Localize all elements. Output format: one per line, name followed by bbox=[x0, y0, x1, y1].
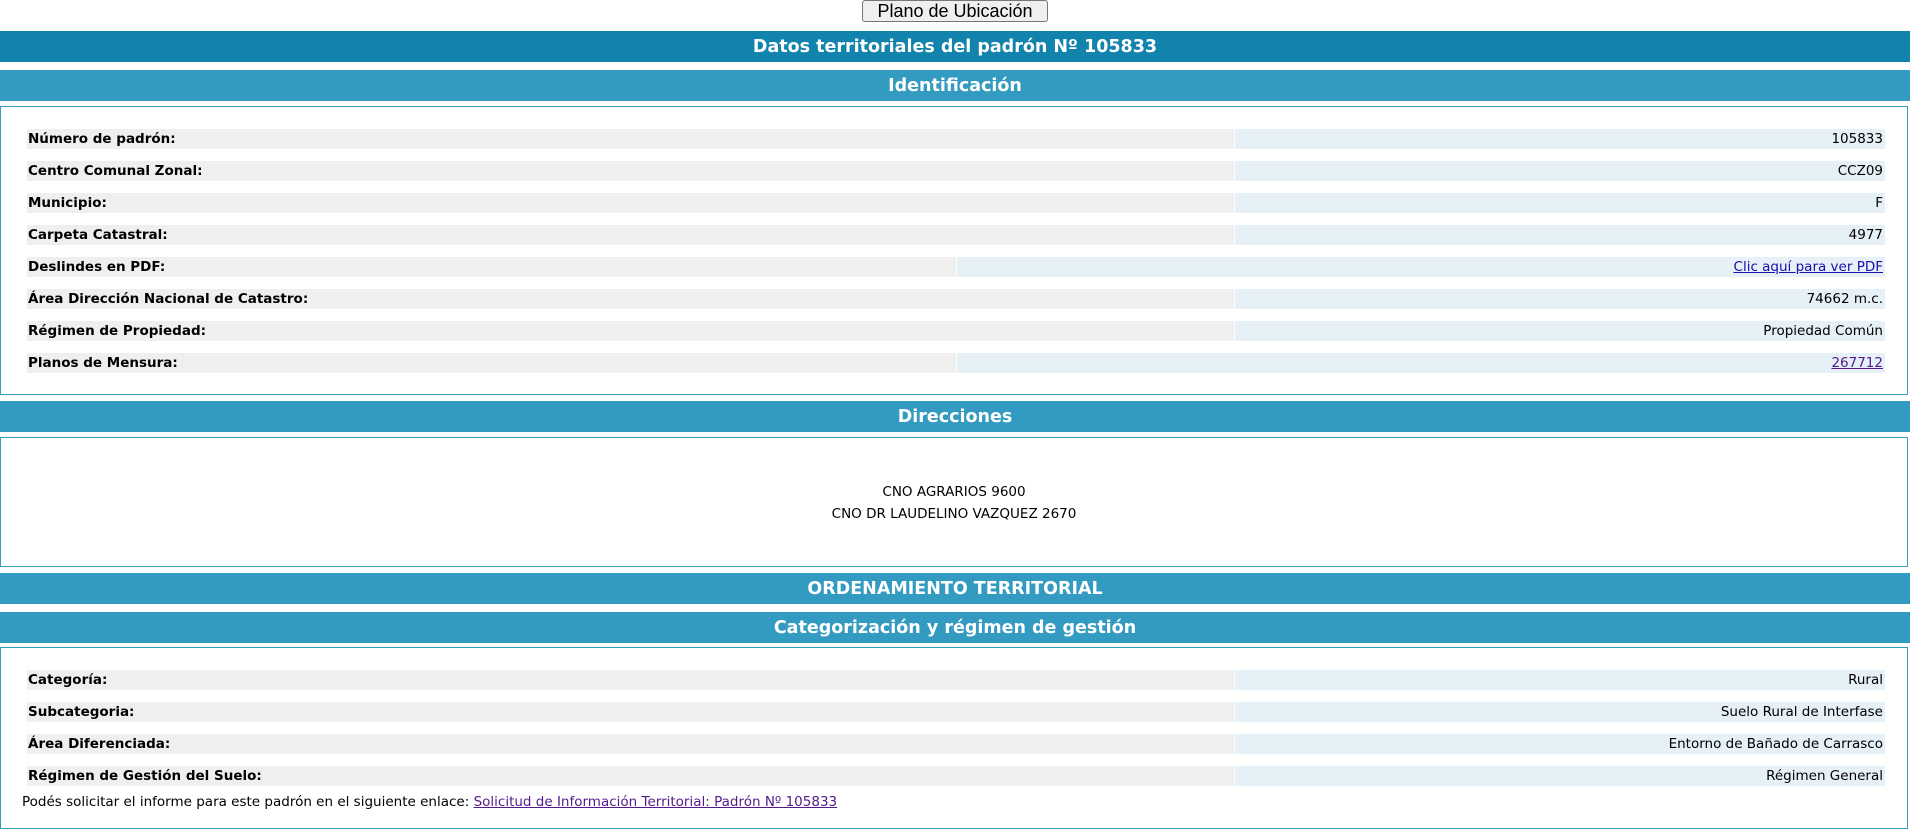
row-label: Municipio: bbox=[27, 193, 1234, 213]
row-centro-comunal bbox=[27, 161, 1885, 181]
row-value: CCZ09 bbox=[1235, 161, 1885, 181]
row-deslindes-pdf bbox=[27, 257, 1885, 277]
identificacion-panel bbox=[0, 106, 1908, 395]
row-value: Propiedad Común bbox=[1235, 321, 1885, 341]
row-regimen-gestion bbox=[27, 766, 1885, 786]
row-regimen-propiedad bbox=[27, 321, 1885, 341]
categorizacion-header-label: Categorización y régimen de gestión bbox=[773, 617, 1137, 638]
page-title: Datos territoriales del padrón Nº 105833 bbox=[752, 36, 1158, 57]
row-label: Deslindes en PDF: bbox=[27, 257, 956, 277]
solicitud-informacion-link[interactable]: Solicitud de Información Territorial: Padrón Nº 105833 bbox=[473, 794, 838, 810]
row-value: Régimen General bbox=[1235, 766, 1885, 786]
planos-mensura-link[interactable]: 267712 bbox=[1831, 355, 1883, 371]
identificacion-header bbox=[0, 70, 1910, 101]
row-label: Régimen de Gestión del Suelo: bbox=[27, 766, 1234, 786]
row-area-catastro bbox=[27, 289, 1885, 309]
ordenamiento-header-label: ORDENAMIENTO TERRITORIAL bbox=[807, 578, 1103, 599]
row-value bbox=[957, 353, 1885, 373]
row-label: Número de padrón: bbox=[27, 129, 1234, 149]
row-subcategoria bbox=[27, 702, 1885, 722]
row-value: F bbox=[1235, 193, 1885, 213]
direcciones-panel bbox=[0, 437, 1908, 567]
row-value: Rural bbox=[1235, 670, 1885, 690]
row-value: 4977 bbox=[1235, 225, 1885, 245]
row-label: Categoría: bbox=[27, 670, 1234, 690]
row-categoria bbox=[27, 670, 1885, 690]
identificacion-header-label: Identificación bbox=[888, 75, 1022, 96]
address-line: CNO AGRARIOS 9600 bbox=[882, 484, 1026, 500]
row-value: 74662 m.c. bbox=[1235, 289, 1885, 309]
direcciones-header bbox=[0, 401, 1910, 432]
deslindes-pdf-link[interactable]: Clic aquí para ver PDF bbox=[1733, 259, 1883, 275]
ordenamiento-header bbox=[0, 573, 1910, 604]
row-value bbox=[957, 257, 1885, 277]
row-label: Área Diferenciada: bbox=[27, 734, 1234, 754]
row-value: Entorno de Bañado de Carrasco bbox=[1235, 734, 1885, 754]
row-area-diferenciada bbox=[27, 734, 1885, 754]
row-label: Planos de Mensura: bbox=[27, 353, 956, 373]
page-title-bar bbox=[0, 31, 1910, 62]
informe-footer bbox=[22, 794, 837, 810]
row-value: Suelo Rural de Interfase bbox=[1235, 702, 1885, 722]
categorizacion-header bbox=[0, 612, 1910, 643]
row-label: Subcategoria: bbox=[27, 702, 1234, 722]
row-label: Carpeta Catastral: bbox=[27, 225, 1234, 245]
row-label: Centro Comunal Zonal: bbox=[27, 161, 1234, 181]
plano-ubicacion-button[interactable]: Plano de Ubicación bbox=[862, 0, 1048, 22]
direcciones-header-label: Direcciones bbox=[897, 406, 1013, 427]
row-municipio bbox=[27, 193, 1885, 213]
row-label: Régimen de Propiedad: bbox=[27, 321, 1234, 341]
row-numero-padron bbox=[27, 129, 1885, 149]
row-carpeta-catastral bbox=[27, 225, 1885, 245]
informe-footer-text: Podés solicitar el informe para este padrón en el siguiente enlace: bbox=[22, 794, 470, 810]
address-line: CNO DR LAUDELINO VAZQUEZ 2670 bbox=[831, 506, 1077, 522]
row-label: Área Dirección Nacional de Catastro: bbox=[27, 289, 1234, 309]
row-planos-mensura bbox=[27, 353, 1885, 373]
row-value: 105833 bbox=[1235, 129, 1885, 149]
